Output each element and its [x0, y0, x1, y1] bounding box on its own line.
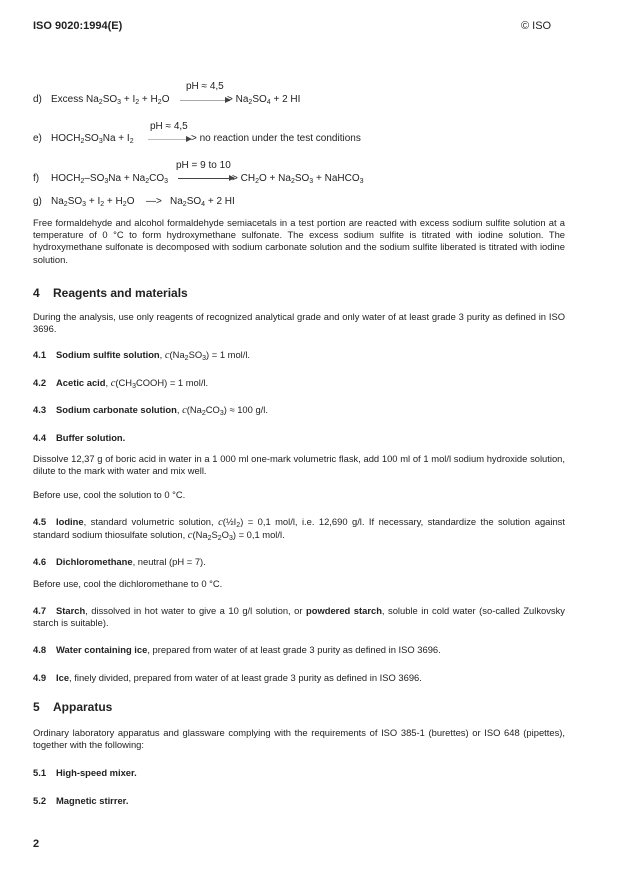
eq-d-rhs: > $Na_2SO_4 + 2$ HI	[227, 94, 301, 106]
section-4-intro: During the analysis, use only reagents of recognized analytical grade and only water of at least grade 3 purity as defined in ISO 3696.	[33, 311, 565, 335]
eq-d-label: d)	[33, 94, 42, 105]
item-4-4-body: Dissolve 12,37 g of boric acid in water in a 1 000 ml one-mark volumetric flask, add 100 ml of 1 mol/l sodium hydroxide solution, dilute to the mark with water and mix well.	[33, 453, 565, 477]
section-5-intro: Ordinary laboratory apparatus and glassware complying with the requirements of ISO 385-1 (burettes) or ISO 648 (pipettes), together with the following:	[33, 727, 565, 751]
eq-f-rhs: > $CH_2O + Na_2SO_3$ + NaHCO$_3$	[232, 173, 364, 185]
item-4-4: 4.4 Buffer solution.	[33, 432, 126, 443]
item-4-8: 4.8 Water containing ice, prepared from water of at least grade 3 purity as defined in ISO 3696.	[33, 644, 441, 655]
section-title: Apparatus	[53, 700, 113, 714]
item-4-1: 4.1 Sodium sulfite solution, $c(Na_2SO_3) = 1$ mol/l.	[33, 349, 251, 362]
eq-g-arrow: —>	[146, 196, 162, 207]
standard-designation: ISO 9020:1994(E)	[33, 20, 123, 32]
item-4-2: 4.2 Acetic acid, $c(CH_3COOH) = 1$ mol/l.	[33, 377, 209, 390]
eq-d-arrow	[180, 100, 230, 101]
item-4-4-note: Before use, cool the solution to 0 °C.	[33, 489, 186, 500]
eq-e-condition: pH ≈ 4,5	[150, 121, 188, 132]
eq-f-label: f)	[33, 173, 40, 184]
eq-d-lhs: Excess $Na_2SO_3 + I_2 + H_2O$	[51, 94, 170, 106]
eq-f-arrow	[178, 178, 234, 179]
page-number: 2	[33, 838, 40, 850]
item-4-7: 4.7 Starch, dissolved in hot water to give a 10 g/l solution, or powdered starch, soluble in cold water (so-called Zulkovsky starch is suitable).	[33, 605, 565, 629]
item-4-3: 4.3 Sodium carbonate solution, $c(Na_2CO_3) \approx 100$ g/l.	[33, 404, 268, 417]
item-5-2: 5.2 Magnetic stirrer.	[33, 795, 129, 806]
eq-e-lhs: $HOCH_2SO_3Na + I_2$	[51, 133, 134, 145]
item-4-9: 4.9 Ice, finely divided, prepared from water of at least grade 3 purity as defined in ISO 3696.	[33, 672, 422, 683]
item-4-6-body: Before use, cool the dichloromethane to 0 °C.	[33, 578, 223, 589]
eq-e-arrow	[148, 139, 191, 140]
eq-g-label: g)	[33, 196, 42, 207]
eq-g-lhs: $Na_2SO_3 + I_2 + H_2O$	[51, 196, 135, 208]
eq-e-label: e)	[33, 133, 42, 144]
eq-f-lhs: $HOCH_2-SO_3Na + Na_2CO_3$	[51, 173, 169, 185]
eq-d-condition: pH ≈ 4,5	[186, 81, 224, 92]
section-number: 4	[33, 286, 40, 300]
principle-paragraph: Free formaldehyde and alcohol formaldehyde semiacetals in a test portion are reacted with excess sodium sulfite solution at a temperature of 0 °C to form hydroxymethane sulfonate. The excess sodium sulfite is titrated with iodine solution. The hydroxymethane sulfonate is decomposed with sodium carbonate solution and the sodium sulfite liberated is titrated with iodine solution.	[33, 217, 565, 265]
eq-g-rhs: $Na_2SO_4 + 2$ HI	[170, 196, 235, 208]
copyright-mark: © ISO	[521, 20, 552, 32]
eq-f-condition: pH = 9 to 10	[176, 160, 231, 171]
eq-e-rhs: > no reaction under the test conditions	[191, 133, 361, 144]
section-5-heading	[33, 700, 112, 714]
section-4-heading	[33, 286, 188, 300]
item-5-1: 5.1 High-speed mixer.	[33, 767, 137, 778]
section-title: Reagents and materials	[53, 286, 188, 300]
section-number: 5	[33, 700, 40, 714]
item-4-6: 4.6 Dichloromethane, neutral (pH = 7).	[33, 556, 206, 567]
item-4-5: 4.5 Iodine, standard volumetric solution, $c(\frac{1}{2}I_2) = 0,1$ mol/l, i.e. 12,690 g/l. If necessary, standardize the solution against standard sodium thiosulfate solution, $c(Na_2S_2O_3) = 0,1$ mol/l.	[33, 516, 565, 543]
